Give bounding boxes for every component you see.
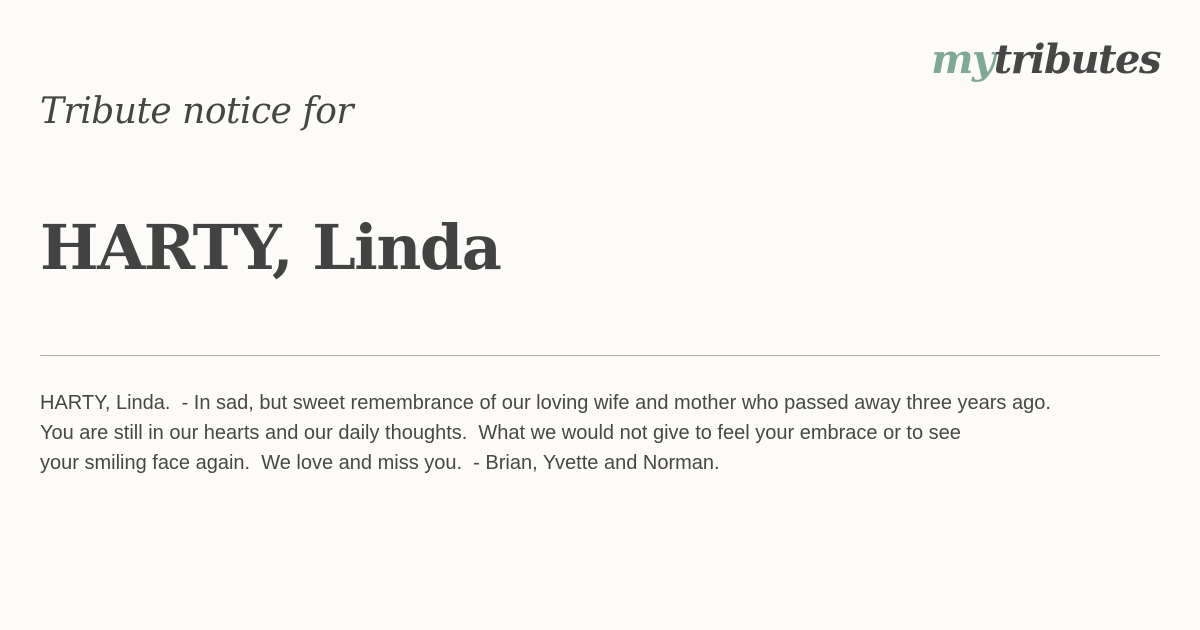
notice-line: You are still in our hearts and our daily thoughts. What we would not give to feel your embrace or to see: [40, 422, 961, 444]
tribute-notice-kicker: Tribute notice for: [40, 91, 354, 132]
deceased-name-title: HARTY, Linda: [40, 211, 501, 284]
tribute-notice-text: [40, 388, 1170, 478]
logo-tributes-text: tributes: [993, 36, 1160, 83]
mytributes-logo[interactable]: [931, 36, 1160, 84]
section-divider: [40, 355, 1160, 356]
notice-line: HARTY, Linda. - In sad, but sweet remembrance of our loving wife and mother who passed away three years ago.: [40, 392, 1051, 414]
notice-line: your smiling face again. We love and miss you. - Brian, Yvette and Norman.: [40, 452, 720, 474]
logo-my-text: my: [931, 36, 994, 83]
